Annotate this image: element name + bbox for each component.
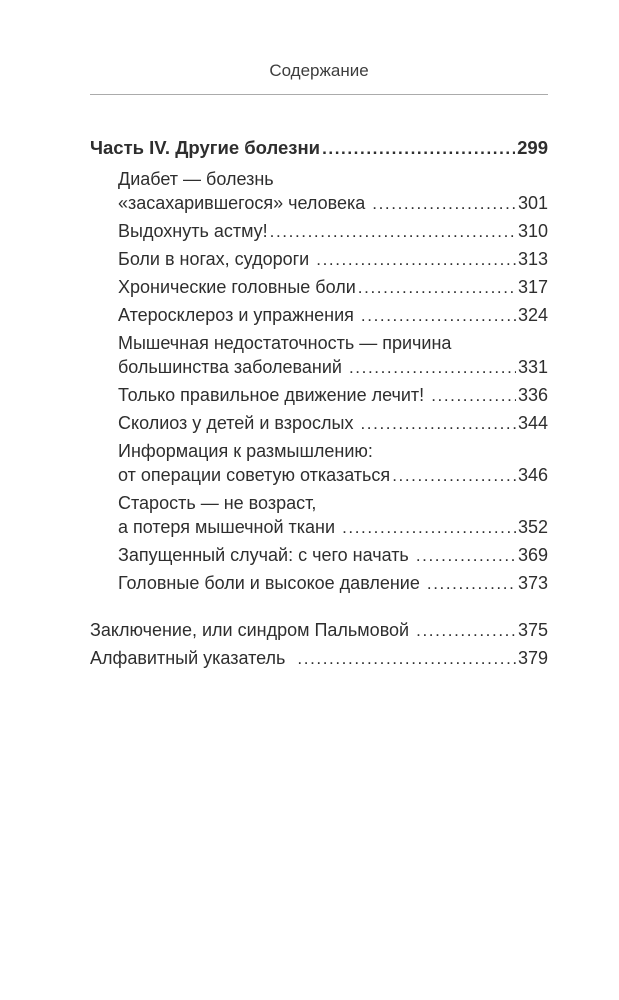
toc-entry-label: Алфавитный указатель xyxy=(90,648,296,668)
toc-entry-label: Хронические головные боли xyxy=(118,277,356,297)
toc-page-number: 324 xyxy=(517,305,548,325)
toc-entry-label: Только правильное движение лечит! xyxy=(118,385,430,405)
toc-page-number: 369 xyxy=(517,545,548,565)
dot-leader xyxy=(270,219,516,244)
dot-leader xyxy=(416,543,516,568)
toc-page-number: 375 xyxy=(517,620,548,640)
toc-page-number: 301 xyxy=(517,193,548,213)
toc-entry-neglected-case xyxy=(118,543,548,568)
toc-entry-food-for-thought xyxy=(118,439,548,488)
toc-entry-label-continued: большинства заболеваний xyxy=(118,357,347,377)
dot-leader xyxy=(427,571,516,596)
toc-entry-label: Сколиоз у детей и взрослых xyxy=(118,413,359,433)
dot-leader xyxy=(431,383,516,408)
header-divider xyxy=(90,94,548,95)
toc-entry-label: Часть IV. Другие болезни xyxy=(90,137,321,158)
toc-entry-atherosclerosis xyxy=(118,303,548,328)
toc-entry-old-age xyxy=(118,491,548,540)
dot-leader xyxy=(372,191,516,216)
dot-leader xyxy=(392,463,516,488)
toc-entry-high-pressure xyxy=(118,571,548,596)
toc-page-number: 299 xyxy=(517,137,548,158)
toc-entry-label: Диабет — болезнь xyxy=(118,169,274,189)
toc-entry-alphabetical-index xyxy=(90,646,548,671)
toc-entry-part-iv xyxy=(90,136,548,161)
dot-leader xyxy=(358,275,516,300)
toc-entry-label-continued: «засахарившегося» человека xyxy=(118,193,371,213)
toc-entry-conclusion xyxy=(90,618,548,643)
toc-page-number: 373 xyxy=(517,573,548,593)
toc-entry-label-continued: от операции советую отказаться xyxy=(118,465,391,485)
toc-page-number: 310 xyxy=(517,221,548,241)
toc-entry-asthma xyxy=(118,219,548,244)
toc-entry-label: Атеросклероз и упражнения xyxy=(118,305,359,325)
toc-entry-label: Боли в ногах, судороги xyxy=(118,249,315,269)
toc-page-number: 313 xyxy=(517,249,548,269)
toc-entry-headaches xyxy=(118,275,548,300)
toc-page-number: 317 xyxy=(517,277,548,297)
toc-page-number: 344 xyxy=(517,413,548,433)
toc-entry-label: Информация к размышлению: xyxy=(118,441,373,461)
toc-page-number: 346 xyxy=(517,465,548,485)
dot-leader xyxy=(360,411,515,436)
table-of-contents xyxy=(90,136,548,671)
dot-leader xyxy=(297,646,516,671)
toc-entry-correct-movement xyxy=(118,383,548,408)
toc-entry-label-continued: а потеря мышечной ткани xyxy=(118,517,341,537)
toc-page-number: 379 xyxy=(517,648,548,668)
dot-leader xyxy=(416,618,516,643)
toc-page-number: 336 xyxy=(517,385,548,405)
toc-entry-muscle-insufficiency xyxy=(118,331,548,380)
toc-entry-label: Старость — не возраст, xyxy=(118,493,317,513)
toc-entry-scoliosis xyxy=(118,411,548,436)
toc-entry-label: Запущенный случай: с чего начать xyxy=(118,545,414,565)
toc-entry-leg-pain xyxy=(118,247,548,272)
dot-leader xyxy=(316,247,516,272)
dot-leader xyxy=(342,515,516,540)
dot-leader xyxy=(349,355,516,380)
toc-entry-label: Выдохнуть астму! xyxy=(118,221,268,241)
dot-leader xyxy=(361,303,516,328)
dot-leader xyxy=(322,136,515,161)
toc-entry-label: Головные боли и высокое давление xyxy=(118,573,425,593)
toc-entry-label: Мышечная недостаточность — причина xyxy=(118,333,452,353)
toc-page-number: 331 xyxy=(517,357,548,377)
toc-page-number: 352 xyxy=(517,517,548,537)
toc-entry-label: Заключение, или синдром Пальмовой xyxy=(90,620,415,640)
toc-entry-diabetes xyxy=(118,167,548,216)
page-title: Содержание xyxy=(269,61,369,80)
